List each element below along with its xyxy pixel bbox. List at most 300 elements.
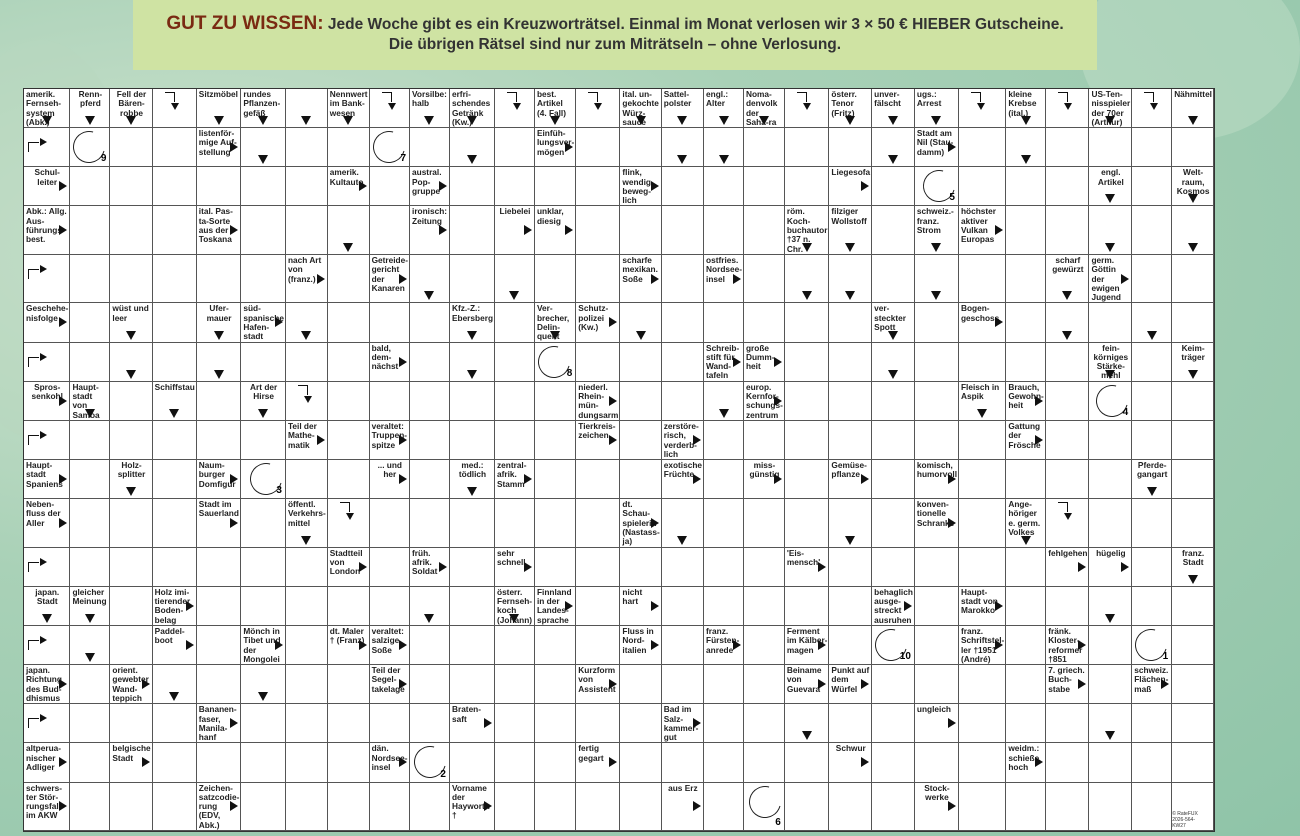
answer-cell[interactable] — [70, 343, 110, 382]
answer-cell[interactable] — [620, 743, 661, 782]
answer-cell[interactable] — [829, 548, 872, 587]
answer-cell[interactable] — [110, 499, 152, 547]
answer-cell[interactable] — [744, 206, 785, 254]
answer-cell[interactable] — [370, 499, 410, 547]
answer-cell[interactable] — [1089, 665, 1132, 704]
answer-cell[interactable] — [24, 128, 70, 167]
answer-cell[interactable] — [535, 460, 576, 499]
answer-cell[interactable] — [704, 421, 744, 460]
answer-cell[interactable] — [286, 167, 328, 206]
answer-cell[interactable] — [915, 587, 959, 626]
answer-cell[interactable] — [829, 128, 872, 167]
answer-cell[interactable] — [785, 89, 830, 128]
answer-cell[interactable] — [662, 587, 704, 626]
answer-cell[interactable] — [328, 255, 370, 303]
answer-cell[interactable] — [197, 343, 242, 382]
answer-cell[interactable] — [495, 421, 535, 460]
answer-cell[interactable] — [495, 743, 535, 782]
answer-cell[interactable] — [241, 167, 286, 206]
answer-cell[interactable] — [241, 206, 286, 254]
answer-cell[interactable] — [153, 704, 197, 743]
answer-cell[interactable] — [370, 89, 410, 128]
answer-cell[interactable] — [872, 460, 915, 499]
answer-cell[interactable] — [576, 548, 620, 587]
answer-cell[interactable] — [1132, 206, 1172, 254]
answer-cell[interactable] — [1132, 89, 1172, 128]
answer-cell[interactable] — [286, 382, 328, 421]
answer-cell[interactable] — [153, 206, 197, 254]
answer-cell[interactable] — [1046, 460, 1089, 499]
answer-cell[interactable] — [153, 167, 197, 206]
answer-cell[interactable] — [576, 626, 620, 665]
answer-cell[interactable] — [241, 587, 286, 626]
answer-cell[interactable] — [197, 626, 242, 665]
answer-cell[interactable] — [1132, 303, 1172, 342]
answer-cell[interactable] — [829, 587, 872, 626]
answer-cell[interactable] — [328, 499, 370, 547]
answer-cell[interactable] — [1089, 499, 1132, 547]
answer-cell[interactable] — [370, 128, 410, 167]
answer-cell[interactable] — [662, 665, 704, 704]
answer-cell[interactable] — [286, 460, 328, 499]
answer-cell[interactable] — [286, 704, 328, 743]
answer-cell[interactable] — [70, 626, 110, 665]
answer-cell[interactable] — [1172, 783, 1214, 831]
answer-cell[interactable] — [1172, 587, 1214, 626]
answer-cell[interactable] — [110, 255, 152, 303]
answer-cell[interactable] — [620, 460, 661, 499]
answer-cell[interactable] — [241, 704, 286, 743]
answer-cell[interactable] — [286, 89, 328, 128]
answer-cell[interactable] — [110, 167, 152, 206]
answer-cell[interactable] — [1046, 128, 1089, 167]
answer-cell[interactable] — [1006, 783, 1046, 831]
answer-cell[interactable] — [370, 587, 410, 626]
answer-cell[interactable] — [1172, 206, 1214, 254]
answer-cell[interactable] — [1046, 167, 1089, 206]
answer-cell[interactable] — [495, 167, 535, 206]
answer-cell[interactable] — [535, 255, 576, 303]
answer-cell[interactable] — [576, 499, 620, 547]
answer-cell[interactable] — [495, 128, 535, 167]
answer-cell[interactable] — [662, 382, 704, 421]
answer-cell[interactable] — [110, 587, 152, 626]
answer-cell[interactable] — [959, 783, 1006, 831]
answer-cell[interactable] — [1046, 499, 1089, 547]
answer-cell[interactable] — [535, 499, 576, 547]
answer-cell[interactable] — [197, 587, 242, 626]
answer-cell[interactable] — [872, 499, 915, 547]
answer-cell[interactable] — [70, 499, 110, 547]
answer-cell[interactable] — [1132, 743, 1172, 782]
answer-cell[interactable] — [620, 303, 661, 342]
answer-cell[interactable] — [153, 128, 197, 167]
answer-cell[interactable] — [70, 783, 110, 831]
answer-cell[interactable] — [1046, 704, 1089, 743]
answer-cell[interactable] — [704, 587, 744, 626]
answer-cell[interactable] — [744, 255, 785, 303]
answer-cell[interactable] — [110, 704, 152, 743]
answer-cell[interactable] — [410, 303, 450, 342]
answer-cell[interactable] — [785, 743, 830, 782]
answer-cell[interactable] — [744, 548, 785, 587]
answer-cell[interactable] — [197, 421, 242, 460]
answer-cell[interactable] — [704, 499, 744, 547]
answer-cell[interactable] — [744, 626, 785, 665]
answer-cell[interactable] — [915, 382, 959, 421]
answer-cell[interactable] — [620, 783, 661, 831]
answer-cell[interactable] — [70, 421, 110, 460]
answer-cell[interactable] — [70, 255, 110, 303]
answer-cell[interactable] — [704, 743, 744, 782]
answer-cell[interactable] — [328, 460, 370, 499]
answer-cell[interactable] — [1172, 421, 1214, 460]
answer-cell[interactable] — [744, 587, 785, 626]
answer-cell[interactable] — [1132, 783, 1172, 831]
answer-cell[interactable] — [1132, 587, 1172, 626]
answer-cell[interactable] — [535, 343, 576, 382]
answer-cell[interactable] — [620, 421, 661, 460]
answer-cell[interactable] — [1172, 704, 1214, 743]
answer-cell[interactable] — [704, 460, 744, 499]
answer-cell[interactable] — [1132, 255, 1172, 303]
answer-cell[interactable] — [70, 460, 110, 499]
answer-cell[interactable] — [24, 548, 70, 587]
answer-cell[interactable] — [197, 548, 242, 587]
answer-cell[interactable] — [1006, 665, 1046, 704]
answer-cell[interactable] — [959, 548, 1006, 587]
answer-cell[interactable] — [241, 421, 286, 460]
answer-cell[interactable] — [70, 665, 110, 704]
answer-cell[interactable] — [286, 548, 328, 587]
answer-cell[interactable] — [328, 303, 370, 342]
answer-cell[interactable] — [744, 704, 785, 743]
answer-cell[interactable] — [197, 255, 242, 303]
answer-cell[interactable] — [1046, 587, 1089, 626]
answer-cell[interactable] — [1089, 704, 1132, 743]
answer-cell[interactable] — [153, 421, 197, 460]
answer-cell[interactable] — [1132, 499, 1172, 547]
answer-cell[interactable] — [1006, 206, 1046, 254]
answer-cell[interactable] — [535, 783, 576, 831]
answer-cell[interactable] — [576, 89, 620, 128]
answer-cell[interactable] — [829, 704, 872, 743]
answer-cell[interactable] — [370, 167, 410, 206]
answer-cell[interactable] — [785, 255, 830, 303]
answer-cell[interactable] — [70, 303, 110, 342]
answer-cell[interactable] — [495, 704, 535, 743]
answer-cell[interactable] — [410, 704, 450, 743]
answer-cell[interactable] — [1006, 167, 1046, 206]
answer-cell[interactable] — [959, 255, 1006, 303]
answer-cell[interactable] — [153, 548, 197, 587]
answer-cell[interactable] — [915, 548, 959, 587]
answer-cell[interactable] — [495, 783, 535, 831]
answer-cell[interactable] — [328, 704, 370, 743]
answer-cell[interactable] — [915, 303, 959, 342]
answer-cell[interactable] — [872, 382, 915, 421]
answer-cell[interactable] — [829, 783, 872, 831]
answer-cell[interactable] — [1132, 421, 1172, 460]
answer-cell[interactable] — [785, 343, 830, 382]
answer-cell[interactable] — [410, 460, 450, 499]
answer-cell[interactable] — [1089, 626, 1132, 665]
answer-cell[interactable] — [1172, 665, 1214, 704]
answer-cell[interactable] — [704, 783, 744, 831]
answer-cell[interactable] — [829, 382, 872, 421]
answer-cell[interactable] — [915, 167, 959, 206]
answer-cell[interactable] — [286, 665, 328, 704]
answer-cell[interactable] — [286, 783, 328, 831]
answer-cell[interactable] — [620, 343, 661, 382]
answer-cell[interactable] — [1006, 704, 1046, 743]
answer-cell[interactable] — [1132, 626, 1172, 665]
answer-cell[interactable] — [328, 783, 370, 831]
answer-cell[interactable] — [410, 382, 450, 421]
answer-cell[interactable] — [450, 421, 495, 460]
answer-cell[interactable] — [959, 460, 1006, 499]
answer-cell[interactable] — [535, 743, 576, 782]
answer-cell[interactable] — [410, 255, 450, 303]
answer-cell[interactable] — [110, 343, 152, 382]
answer-cell[interactable] — [535, 382, 576, 421]
answer-cell[interactable] — [959, 743, 1006, 782]
answer-cell[interactable] — [535, 626, 576, 665]
answer-cell[interactable] — [915, 665, 959, 704]
answer-cell[interactable] — [620, 382, 661, 421]
answer-cell[interactable] — [1172, 499, 1214, 547]
answer-cell[interactable] — [450, 548, 495, 587]
answer-cell[interactable] — [495, 665, 535, 704]
answer-cell[interactable] — [662, 128, 704, 167]
answer-cell[interactable] — [872, 421, 915, 460]
answer-cell[interactable] — [410, 343, 450, 382]
answer-cell[interactable] — [495, 303, 535, 342]
answer-cell[interactable] — [495, 255, 535, 303]
answer-cell[interactable] — [1046, 743, 1089, 782]
answer-cell[interactable] — [576, 783, 620, 831]
answer-cell[interactable] — [872, 255, 915, 303]
answer-cell[interactable] — [370, 548, 410, 587]
answer-cell[interactable] — [241, 460, 286, 499]
answer-cell[interactable] — [286, 128, 328, 167]
answer-cell[interactable] — [744, 783, 785, 831]
answer-cell[interactable] — [1046, 206, 1089, 254]
answer-cell[interactable] — [829, 303, 872, 342]
answer-cell[interactable] — [241, 548, 286, 587]
answer-cell[interactable] — [241, 255, 286, 303]
answer-cell[interactable] — [495, 382, 535, 421]
answer-cell[interactable] — [24, 421, 70, 460]
answer-cell[interactable] — [153, 499, 197, 547]
answer-cell[interactable] — [110, 548, 152, 587]
answer-cell[interactable] — [785, 783, 830, 831]
answer-cell[interactable] — [495, 89, 535, 128]
answer-cell[interactable] — [70, 743, 110, 782]
answer-cell[interactable] — [495, 626, 535, 665]
answer-cell[interactable] — [410, 783, 450, 831]
answer-cell[interactable] — [1132, 167, 1172, 206]
answer-cell[interactable] — [662, 167, 704, 206]
answer-cell[interactable] — [370, 704, 410, 743]
answer-cell[interactable] — [872, 206, 915, 254]
answer-cell[interactable] — [872, 167, 915, 206]
answer-cell[interactable] — [153, 303, 197, 342]
answer-cell[interactable] — [872, 704, 915, 743]
answer-cell[interactable] — [110, 783, 152, 831]
answer-cell[interactable] — [24, 343, 70, 382]
answer-cell[interactable] — [328, 206, 370, 254]
answer-cell[interactable] — [1089, 783, 1132, 831]
answer-cell[interactable] — [241, 499, 286, 547]
answer-cell[interactable] — [1089, 421, 1132, 460]
answer-cell[interactable] — [110, 206, 152, 254]
answer-cell[interactable] — [915, 255, 959, 303]
answer-cell[interactable] — [1006, 128, 1046, 167]
answer-cell[interactable] — [535, 665, 576, 704]
answer-cell[interactable] — [1089, 206, 1132, 254]
answer-cell[interactable] — [70, 704, 110, 743]
answer-cell[interactable] — [662, 303, 704, 342]
answer-cell[interactable] — [197, 743, 242, 782]
answer-cell[interactable] — [370, 206, 410, 254]
answer-cell[interactable] — [1089, 303, 1132, 342]
answer-cell[interactable] — [197, 382, 242, 421]
answer-cell[interactable] — [1172, 626, 1214, 665]
answer-cell[interactable] — [1172, 382, 1214, 421]
answer-cell[interactable] — [872, 343, 915, 382]
answer-cell[interactable] — [959, 665, 1006, 704]
answer-cell[interactable] — [70, 206, 110, 254]
answer-cell[interactable] — [785, 587, 830, 626]
answer-cell[interactable] — [370, 382, 410, 421]
answer-cell[interactable] — [915, 421, 959, 460]
answer-cell[interactable] — [153, 743, 197, 782]
answer-cell[interactable] — [704, 548, 744, 587]
answer-cell[interactable] — [1132, 128, 1172, 167]
answer-cell[interactable] — [662, 343, 704, 382]
answer-cell[interactable] — [450, 626, 495, 665]
answer-cell[interactable] — [704, 303, 744, 342]
answer-cell[interactable] — [785, 499, 830, 547]
answer-cell[interactable] — [1006, 303, 1046, 342]
answer-cell[interactable] — [410, 421, 450, 460]
answer-cell[interactable] — [286, 343, 328, 382]
answer-cell[interactable] — [872, 783, 915, 831]
answer-cell[interactable] — [535, 704, 576, 743]
answer-cell[interactable] — [704, 167, 744, 206]
answer-cell[interactable] — [153, 460, 197, 499]
answer-cell[interactable] — [785, 421, 830, 460]
answer-cell[interactable] — [370, 783, 410, 831]
answer-cell[interactable] — [1132, 548, 1172, 587]
answer-cell[interactable] — [153, 343, 197, 382]
answer-cell[interactable] — [662, 626, 704, 665]
answer-cell[interactable] — [1046, 382, 1089, 421]
answer-cell[interactable] — [872, 743, 915, 782]
answer-cell[interactable] — [662, 548, 704, 587]
answer-cell[interactable] — [286, 206, 328, 254]
answer-cell[interactable] — [1172, 255, 1214, 303]
answer-cell[interactable] — [495, 343, 535, 382]
answer-cell[interactable] — [785, 382, 830, 421]
answer-cell[interactable] — [576, 128, 620, 167]
answer-cell[interactable] — [785, 167, 830, 206]
answer-cell[interactable] — [744, 167, 785, 206]
answer-cell[interactable] — [576, 704, 620, 743]
answer-cell[interactable] — [153, 783, 197, 831]
answer-cell[interactable] — [1089, 460, 1132, 499]
answer-cell[interactable] — [450, 255, 495, 303]
answer-cell[interactable] — [24, 255, 70, 303]
answer-cell[interactable] — [1172, 128, 1214, 167]
answer-cell[interactable] — [110, 128, 152, 167]
answer-cell[interactable] — [1046, 421, 1089, 460]
answer-cell[interactable] — [450, 499, 495, 547]
answer-cell[interactable] — [286, 626, 328, 665]
answer-cell[interactable] — [1006, 626, 1046, 665]
answer-cell[interactable] — [450, 665, 495, 704]
answer-cell[interactable] — [370, 303, 410, 342]
answer-cell[interactable] — [410, 626, 450, 665]
answer-cell[interactable] — [959, 704, 1006, 743]
answer-cell[interactable] — [744, 421, 785, 460]
answer-cell[interactable] — [535, 548, 576, 587]
answer-cell[interactable] — [620, 206, 661, 254]
answer-cell[interactable] — [410, 128, 450, 167]
answer-cell[interactable] — [744, 665, 785, 704]
answer-cell[interactable] — [704, 382, 744, 421]
answer-cell[interactable] — [704, 128, 744, 167]
answer-cell[interactable] — [620, 128, 661, 167]
answer-cell[interactable] — [1089, 743, 1132, 782]
answer-cell[interactable] — [744, 743, 785, 782]
answer-cell[interactable] — [915, 743, 959, 782]
answer-cell[interactable] — [328, 343, 370, 382]
answer-cell[interactable] — [410, 587, 450, 626]
answer-cell[interactable] — [576, 206, 620, 254]
answer-cell[interactable] — [872, 626, 915, 665]
answer-cell[interactable] — [241, 665, 286, 704]
answer-cell[interactable] — [959, 343, 1006, 382]
answer-cell[interactable] — [410, 743, 450, 782]
answer-cell[interactable] — [153, 255, 197, 303]
answer-cell[interactable] — [915, 343, 959, 382]
answer-cell[interactable] — [450, 128, 495, 167]
answer-cell[interactable] — [286, 743, 328, 782]
answer-cell[interactable] — [286, 587, 328, 626]
answer-cell[interactable] — [1046, 89, 1089, 128]
answer-cell[interactable] — [785, 303, 830, 342]
answer-cell[interactable] — [450, 743, 495, 782]
answer-cell[interactable] — [450, 587, 495, 626]
answer-cell[interactable] — [785, 460, 830, 499]
answer-cell[interactable] — [1089, 128, 1132, 167]
answer-cell[interactable] — [1006, 548, 1046, 587]
answer-cell[interactable] — [450, 167, 495, 206]
answer-cell[interactable] — [1172, 460, 1214, 499]
answer-cell[interactable] — [286, 303, 328, 342]
answer-cell[interactable] — [1132, 382, 1172, 421]
answer-cell[interactable] — [576, 460, 620, 499]
answer-cell[interactable] — [1089, 382, 1132, 421]
answer-cell[interactable] — [785, 128, 830, 167]
answer-cell[interactable] — [872, 548, 915, 587]
answer-cell[interactable] — [662, 499, 704, 547]
answer-cell[interactable] — [241, 783, 286, 831]
answer-cell[interactable] — [410, 665, 450, 704]
answer-cell[interactable] — [959, 128, 1006, 167]
